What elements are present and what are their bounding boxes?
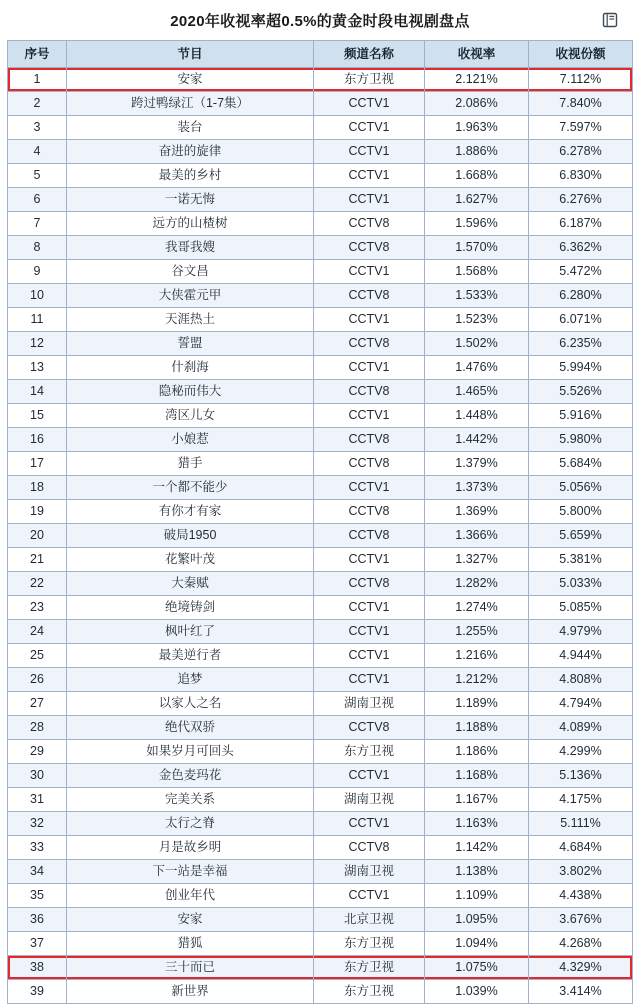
cell-program: 我哥我嫂: [67, 236, 314, 260]
cell-rating: 1.596%: [425, 212, 529, 236]
cell-rating: 1.039%: [425, 980, 529, 1004]
cell-channel: CCTV8: [314, 380, 425, 404]
page-title: 2020年收视率超0.5%的黄金时段电视剧盘点: [170, 12, 470, 30]
cell-share: 5.056%: [529, 476, 633, 500]
table-row: [8, 836, 633, 860]
column-header-rank: 序号: [8, 41, 67, 68]
cell-rating: 1.448%: [425, 404, 529, 428]
cell-rating: 1.094%: [425, 932, 529, 956]
cell-share: 4.438%: [529, 884, 633, 908]
cell-program: 奋进的旋律: [67, 140, 314, 164]
cell-program: 完美关系: [67, 788, 314, 812]
table-header-row: [8, 41, 633, 68]
book-icon[interactable]: [602, 12, 618, 28]
cell-share: 5.033%: [529, 572, 633, 596]
cell-rank: 8: [8, 236, 67, 260]
cell-program: 下一站是幸福: [67, 860, 314, 884]
cell-share: 6.362%: [529, 236, 633, 260]
table-row: [8, 140, 633, 164]
cell-share: 5.684%: [529, 452, 633, 476]
cell-rating: 1.379%: [425, 452, 529, 476]
cell-rating: 1.502%: [425, 332, 529, 356]
table-row: [8, 596, 633, 620]
cell-channel: 北京卫视: [314, 908, 425, 932]
cell-channel: 东方卫视: [314, 932, 425, 956]
table-row: [8, 428, 633, 452]
cell-share: 4.299%: [529, 740, 633, 764]
cell-channel: CCTV1: [314, 596, 425, 620]
cell-share: 4.808%: [529, 668, 633, 692]
cell-share: 3.676%: [529, 908, 633, 932]
cell-rating: 1.163%: [425, 812, 529, 836]
cell-program: 大侠霍元甲: [67, 284, 314, 308]
table-row: [8, 164, 633, 188]
cell-channel: CCTV1: [314, 764, 425, 788]
cell-rank: 33: [8, 836, 67, 860]
cell-rank: 16: [8, 428, 67, 452]
cell-rank: 38: [8, 956, 67, 980]
cell-share: 4.089%: [529, 716, 633, 740]
cell-rank: 10: [8, 284, 67, 308]
cell-rating: 1.142%: [425, 836, 529, 860]
cell-rating: 1.168%: [425, 764, 529, 788]
cell-share: 7.840%: [529, 92, 633, 116]
cell-share: 4.175%: [529, 788, 633, 812]
cell-channel: 湖南卫视: [314, 788, 425, 812]
table-row: [8, 764, 633, 788]
cell-channel: 东方卫视: [314, 740, 425, 764]
cell-rank: 25: [8, 644, 67, 668]
cell-program: 远方的山楂树: [67, 212, 314, 236]
cell-channel: CCTV1: [314, 188, 425, 212]
cell-program: 月是故乡明: [67, 836, 314, 860]
cell-rank: 36: [8, 908, 67, 932]
cell-rating: 1.963%: [425, 116, 529, 140]
cell-share: 7.597%: [529, 116, 633, 140]
cell-channel: CCTV8: [314, 836, 425, 860]
cell-share: 5.381%: [529, 548, 633, 572]
cell-channel: CCTV1: [314, 548, 425, 572]
column-header-rating: 收视率: [425, 41, 529, 68]
cell-rating: 1.373%: [425, 476, 529, 500]
cell-program: 新世界: [67, 980, 314, 1004]
cell-rating: 1.327%: [425, 548, 529, 572]
column-header-program: 节目: [67, 41, 314, 68]
cell-rank: 22: [8, 572, 67, 596]
table-row: [8, 788, 633, 812]
cell-share: 3.802%: [529, 860, 633, 884]
cell-channel: CCTV1: [314, 644, 425, 668]
cell-rank: 24: [8, 620, 67, 644]
table-row: [8, 668, 633, 692]
table-header: [8, 41, 633, 68]
cell-channel: CCTV1: [314, 140, 425, 164]
cell-program: 破局1950: [67, 524, 314, 548]
cell-program: 绝代双骄: [67, 716, 314, 740]
cell-share: 5.800%: [529, 500, 633, 524]
cell-rank: 28: [8, 716, 67, 740]
cell-program: 猎手: [67, 452, 314, 476]
cell-program: 太行之脊: [67, 812, 314, 836]
cell-rank: 30: [8, 764, 67, 788]
cell-program: 一个都不能少: [67, 476, 314, 500]
cell-rating: 1.188%: [425, 716, 529, 740]
cell-channel: CCTV8: [314, 716, 425, 740]
cell-channel: CCTV1: [314, 308, 425, 332]
cell-channel: 湖南卫视: [314, 860, 425, 884]
cell-rank: 19: [8, 500, 67, 524]
cell-rank: 3: [8, 116, 67, 140]
cell-channel: 东方卫视: [314, 980, 425, 1004]
cell-rank: 5: [8, 164, 67, 188]
cell-rank: 12: [8, 332, 67, 356]
cell-rating: 1.465%: [425, 380, 529, 404]
cell-program: 跨过鸭绿江（1-7集）: [67, 92, 314, 116]
cell-share: 7.112%: [529, 68, 633, 92]
cell-share: 5.980%: [529, 428, 633, 452]
cell-channel: CCTV8: [314, 212, 425, 236]
table-row: [8, 956, 633, 980]
table-row: [8, 260, 633, 284]
cell-rank: 29: [8, 740, 67, 764]
cell-rank: 18: [8, 476, 67, 500]
cell-channel: 湖南卫视: [314, 692, 425, 716]
cell-program: 以家人之名: [67, 692, 314, 716]
table-row: [8, 980, 633, 1004]
cell-share: 4.794%: [529, 692, 633, 716]
cell-program: 绝境铸剑: [67, 596, 314, 620]
cell-rank: 20: [8, 524, 67, 548]
cell-rank: 17: [8, 452, 67, 476]
cell-share: 5.994%: [529, 356, 633, 380]
cell-rank: 31: [8, 788, 67, 812]
cell-rank: 15: [8, 404, 67, 428]
cell-rating: 1.523%: [425, 308, 529, 332]
cell-channel: CCTV8: [314, 428, 425, 452]
cell-channel: CCTV8: [314, 332, 425, 356]
cell-rank: 7: [8, 212, 67, 236]
cell-share: 3.414%: [529, 980, 633, 1004]
cell-rating: 1.570%: [425, 236, 529, 260]
table-row: [8, 548, 633, 572]
cell-program: 枫叶红了: [67, 620, 314, 644]
table-row: [8, 356, 633, 380]
cell-rating: 2.121%: [425, 68, 529, 92]
cell-share: 5.526%: [529, 380, 633, 404]
cell-program: 如果岁月可回头: [67, 740, 314, 764]
cell-program: 什刹海: [67, 356, 314, 380]
cell-channel: CCTV1: [314, 164, 425, 188]
cell-rank: 6: [8, 188, 67, 212]
cell-rating: 1.186%: [425, 740, 529, 764]
cell-rating: 1.274%: [425, 596, 529, 620]
cell-program: 一诺无悔: [67, 188, 314, 212]
cell-rating: 1.627%: [425, 188, 529, 212]
cell-rank: 2: [8, 92, 67, 116]
cell-rating: 1.109%: [425, 884, 529, 908]
cell-channel: CCTV1: [314, 356, 425, 380]
cell-program: 安家: [67, 908, 314, 932]
cell-share: 6.187%: [529, 212, 633, 236]
cell-program: 金色麦玛花: [67, 764, 314, 788]
cell-rank: 11: [8, 308, 67, 332]
cell-rank: 32: [8, 812, 67, 836]
cell-share: 6.830%: [529, 164, 633, 188]
cell-rank: 4: [8, 140, 67, 164]
table-row: [8, 380, 633, 404]
cell-rank: 13: [8, 356, 67, 380]
cell-rating: 1.282%: [425, 572, 529, 596]
cell-share: 6.276%: [529, 188, 633, 212]
cell-channel: CCTV1: [314, 260, 425, 284]
cell-rating: 1.167%: [425, 788, 529, 812]
table-row: [8, 692, 633, 716]
cell-program: 最美的乡村: [67, 164, 314, 188]
table-row: [8, 644, 633, 668]
cell-channel: CCTV1: [314, 116, 425, 140]
cell-share: 6.280%: [529, 284, 633, 308]
table-row: [8, 116, 633, 140]
cell-share: 4.684%: [529, 836, 633, 860]
cell-share: 4.329%: [529, 956, 633, 980]
table-row: [8, 908, 633, 932]
cell-rating: 1.216%: [425, 644, 529, 668]
table-row: [8, 308, 633, 332]
cell-rating: 1.369%: [425, 500, 529, 524]
cell-rank: 21: [8, 548, 67, 572]
cell-share: 5.136%: [529, 764, 633, 788]
cell-rank: 26: [8, 668, 67, 692]
cell-rating: 1.212%: [425, 668, 529, 692]
cell-program: 有你才有家: [67, 500, 314, 524]
cell-channel: 东方卫视: [314, 68, 425, 92]
table-row: [8, 476, 633, 500]
cell-share: 5.085%: [529, 596, 633, 620]
cell-channel: CCTV8: [314, 452, 425, 476]
cell-share: 4.979%: [529, 620, 633, 644]
cell-rating: 1.366%: [425, 524, 529, 548]
cell-share: 5.916%: [529, 404, 633, 428]
cell-channel: 东方卫视: [314, 956, 425, 980]
cell-program: 安家: [67, 68, 314, 92]
cell-channel: CCTV8: [314, 524, 425, 548]
cell-rating: 1.255%: [425, 620, 529, 644]
table-row: [8, 92, 633, 116]
cell-rank: 35: [8, 884, 67, 908]
cell-channel: CCTV1: [314, 404, 425, 428]
cell-share: 5.111%: [529, 812, 633, 836]
document-title-bar: [0, 0, 640, 40]
cell-channel: CCTV1: [314, 92, 425, 116]
cell-rank: 9: [8, 260, 67, 284]
table-row: [8, 188, 633, 212]
table-row: [8, 404, 633, 428]
cell-rank: 34: [8, 860, 67, 884]
cell-rank: 1: [8, 68, 67, 92]
table-row: [8, 452, 633, 476]
cell-channel: CCTV1: [314, 668, 425, 692]
cell-channel: CCTV1: [314, 620, 425, 644]
cell-channel: CCTV1: [314, 476, 425, 500]
cell-share: 6.278%: [529, 140, 633, 164]
table-row: [8, 332, 633, 356]
table-row: [8, 236, 633, 260]
cell-rating: 1.568%: [425, 260, 529, 284]
table-row: [8, 572, 633, 596]
cell-program: 花繁叶茂: [67, 548, 314, 572]
cell-channel: CCTV1: [314, 812, 425, 836]
cell-share: 4.268%: [529, 932, 633, 956]
cell-rating: 1.476%: [425, 356, 529, 380]
cell-channel: CCTV8: [314, 284, 425, 308]
cell-rank: 14: [8, 380, 67, 404]
cell-share: 5.659%: [529, 524, 633, 548]
table-row: [8, 284, 633, 308]
cell-share: 5.472%: [529, 260, 633, 284]
table-row: [8, 212, 633, 236]
table-row: [8, 620, 633, 644]
cell-program: 猎狐: [67, 932, 314, 956]
cell-rating: 1.668%: [425, 164, 529, 188]
cell-channel: CCTV8: [314, 236, 425, 260]
table-row: [8, 716, 633, 740]
cell-program: 湾区儿女: [67, 404, 314, 428]
cell-program: 装台: [67, 116, 314, 140]
cell-rank: 39: [8, 980, 67, 1004]
cell-rating: 1.075%: [425, 956, 529, 980]
table-row: [8, 812, 633, 836]
cell-channel: CCTV1: [314, 884, 425, 908]
cell-rating: 1.886%: [425, 140, 529, 164]
table-row: [8, 68, 633, 92]
ratings-table: [7, 40, 633, 1004]
table-body: [8, 68, 633, 1004]
cell-program: 誓盟: [67, 332, 314, 356]
cell-program: 小娘惹: [67, 428, 314, 452]
column-header-share: 收视份额: [529, 41, 633, 68]
cell-program: 谷文昌: [67, 260, 314, 284]
cell-program: 创业年代: [67, 884, 314, 908]
cell-rating: 1.138%: [425, 860, 529, 884]
cell-share: 6.071%: [529, 308, 633, 332]
table-row: [8, 740, 633, 764]
cell-program: 大秦赋: [67, 572, 314, 596]
cell-rating: 1.189%: [425, 692, 529, 716]
table-row: [8, 932, 633, 956]
table-row: [8, 500, 633, 524]
cell-share: 4.944%: [529, 644, 633, 668]
cell-program: 隐秘而伟大: [67, 380, 314, 404]
cell-rank: 23: [8, 596, 67, 620]
cell-rank: 27: [8, 692, 67, 716]
cell-program: 追梦: [67, 668, 314, 692]
cell-rating: 1.095%: [425, 908, 529, 932]
table-row: [8, 860, 633, 884]
cell-channel: CCTV8: [314, 572, 425, 596]
cell-program: 三十而已: [67, 956, 314, 980]
cell-program: 天涯热土: [67, 308, 314, 332]
table-row: [8, 524, 633, 548]
cell-program: 最美逆行者: [67, 644, 314, 668]
cell-channel: CCTV8: [314, 500, 425, 524]
cell-share: 6.235%: [529, 332, 633, 356]
table-row: [8, 884, 633, 908]
cell-rating: 1.442%: [425, 428, 529, 452]
column-header-channel: 频道名称: [314, 41, 425, 68]
cell-rating: 1.533%: [425, 284, 529, 308]
cell-rank: 37: [8, 932, 67, 956]
cell-rating: 2.086%: [425, 92, 529, 116]
